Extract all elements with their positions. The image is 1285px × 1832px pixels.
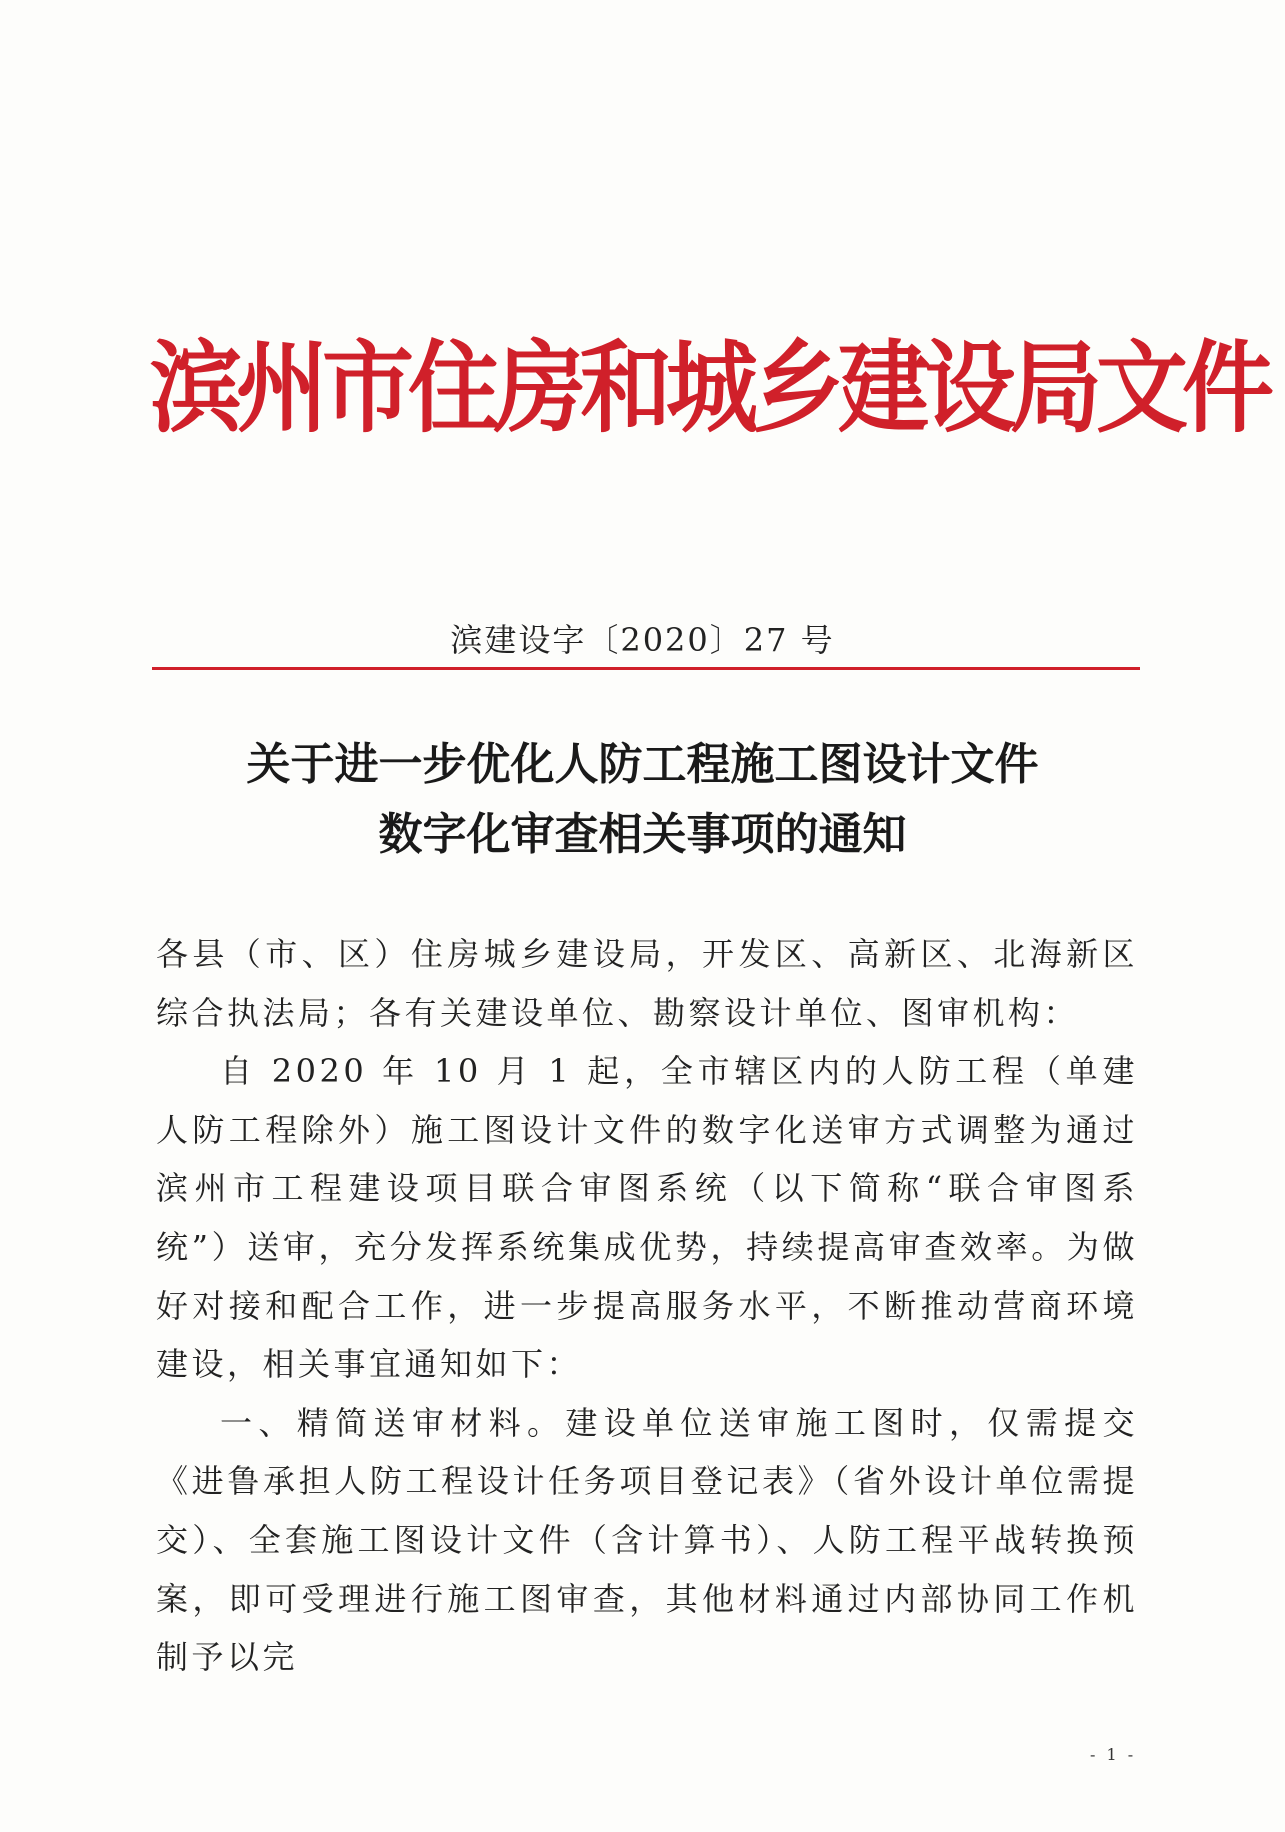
title-line-2: 数字化审查相关事项的通知: [378, 809, 907, 860]
paragraph-item-1: 一、精简送审材料。建设单位送审施工图时，仅需提交《进鲁承担人防工程设计任务项目登记表》（省外设计单位需提交）、全套施工图设计文件（含计算书）、人防工程平战转换预案，即可受理进行施工图审查，其他材料通过内部协同工作机制予以完: [156, 1403, 1138, 1677]
red-divider-line: [152, 667, 1140, 670]
paragraph-intro: 自 2020 年 10 月 1 起，全市辖区内的人防工程（单建人防工程除外）施工图设计文件的数字化送审方式调整为通过滨州市工程建设项目联合审图系统（以下简称“联合审图系统”）送审，充分发挥系统集成优势，持续提高审查效率。为做好对接和配合工作，进一步提高服务水平，不断推动营商环境建设，相关事宜通知如下：: [156, 1052, 1138, 1384]
title-line-1: 关于进一步优化人防工程施工图设计文件: [246, 739, 1039, 790]
document-number: 滨建设字〔2020〕27 号: [450, 621, 835, 659]
page-number: - 1 -: [1090, 1745, 1137, 1764]
document-body: [156, 925, 1138, 1687]
issuer-header: 滨州市住房和城乡建设局文件: [150, 329, 1269, 447]
recipients: 各县（市、区）住房城乡建设局，开发区、高新区、北海新区综合执法局；各有关建设单位、勘察设计单位、图审机构：: [156, 935, 1138, 1032]
document-title: [150, 730, 1135, 870]
